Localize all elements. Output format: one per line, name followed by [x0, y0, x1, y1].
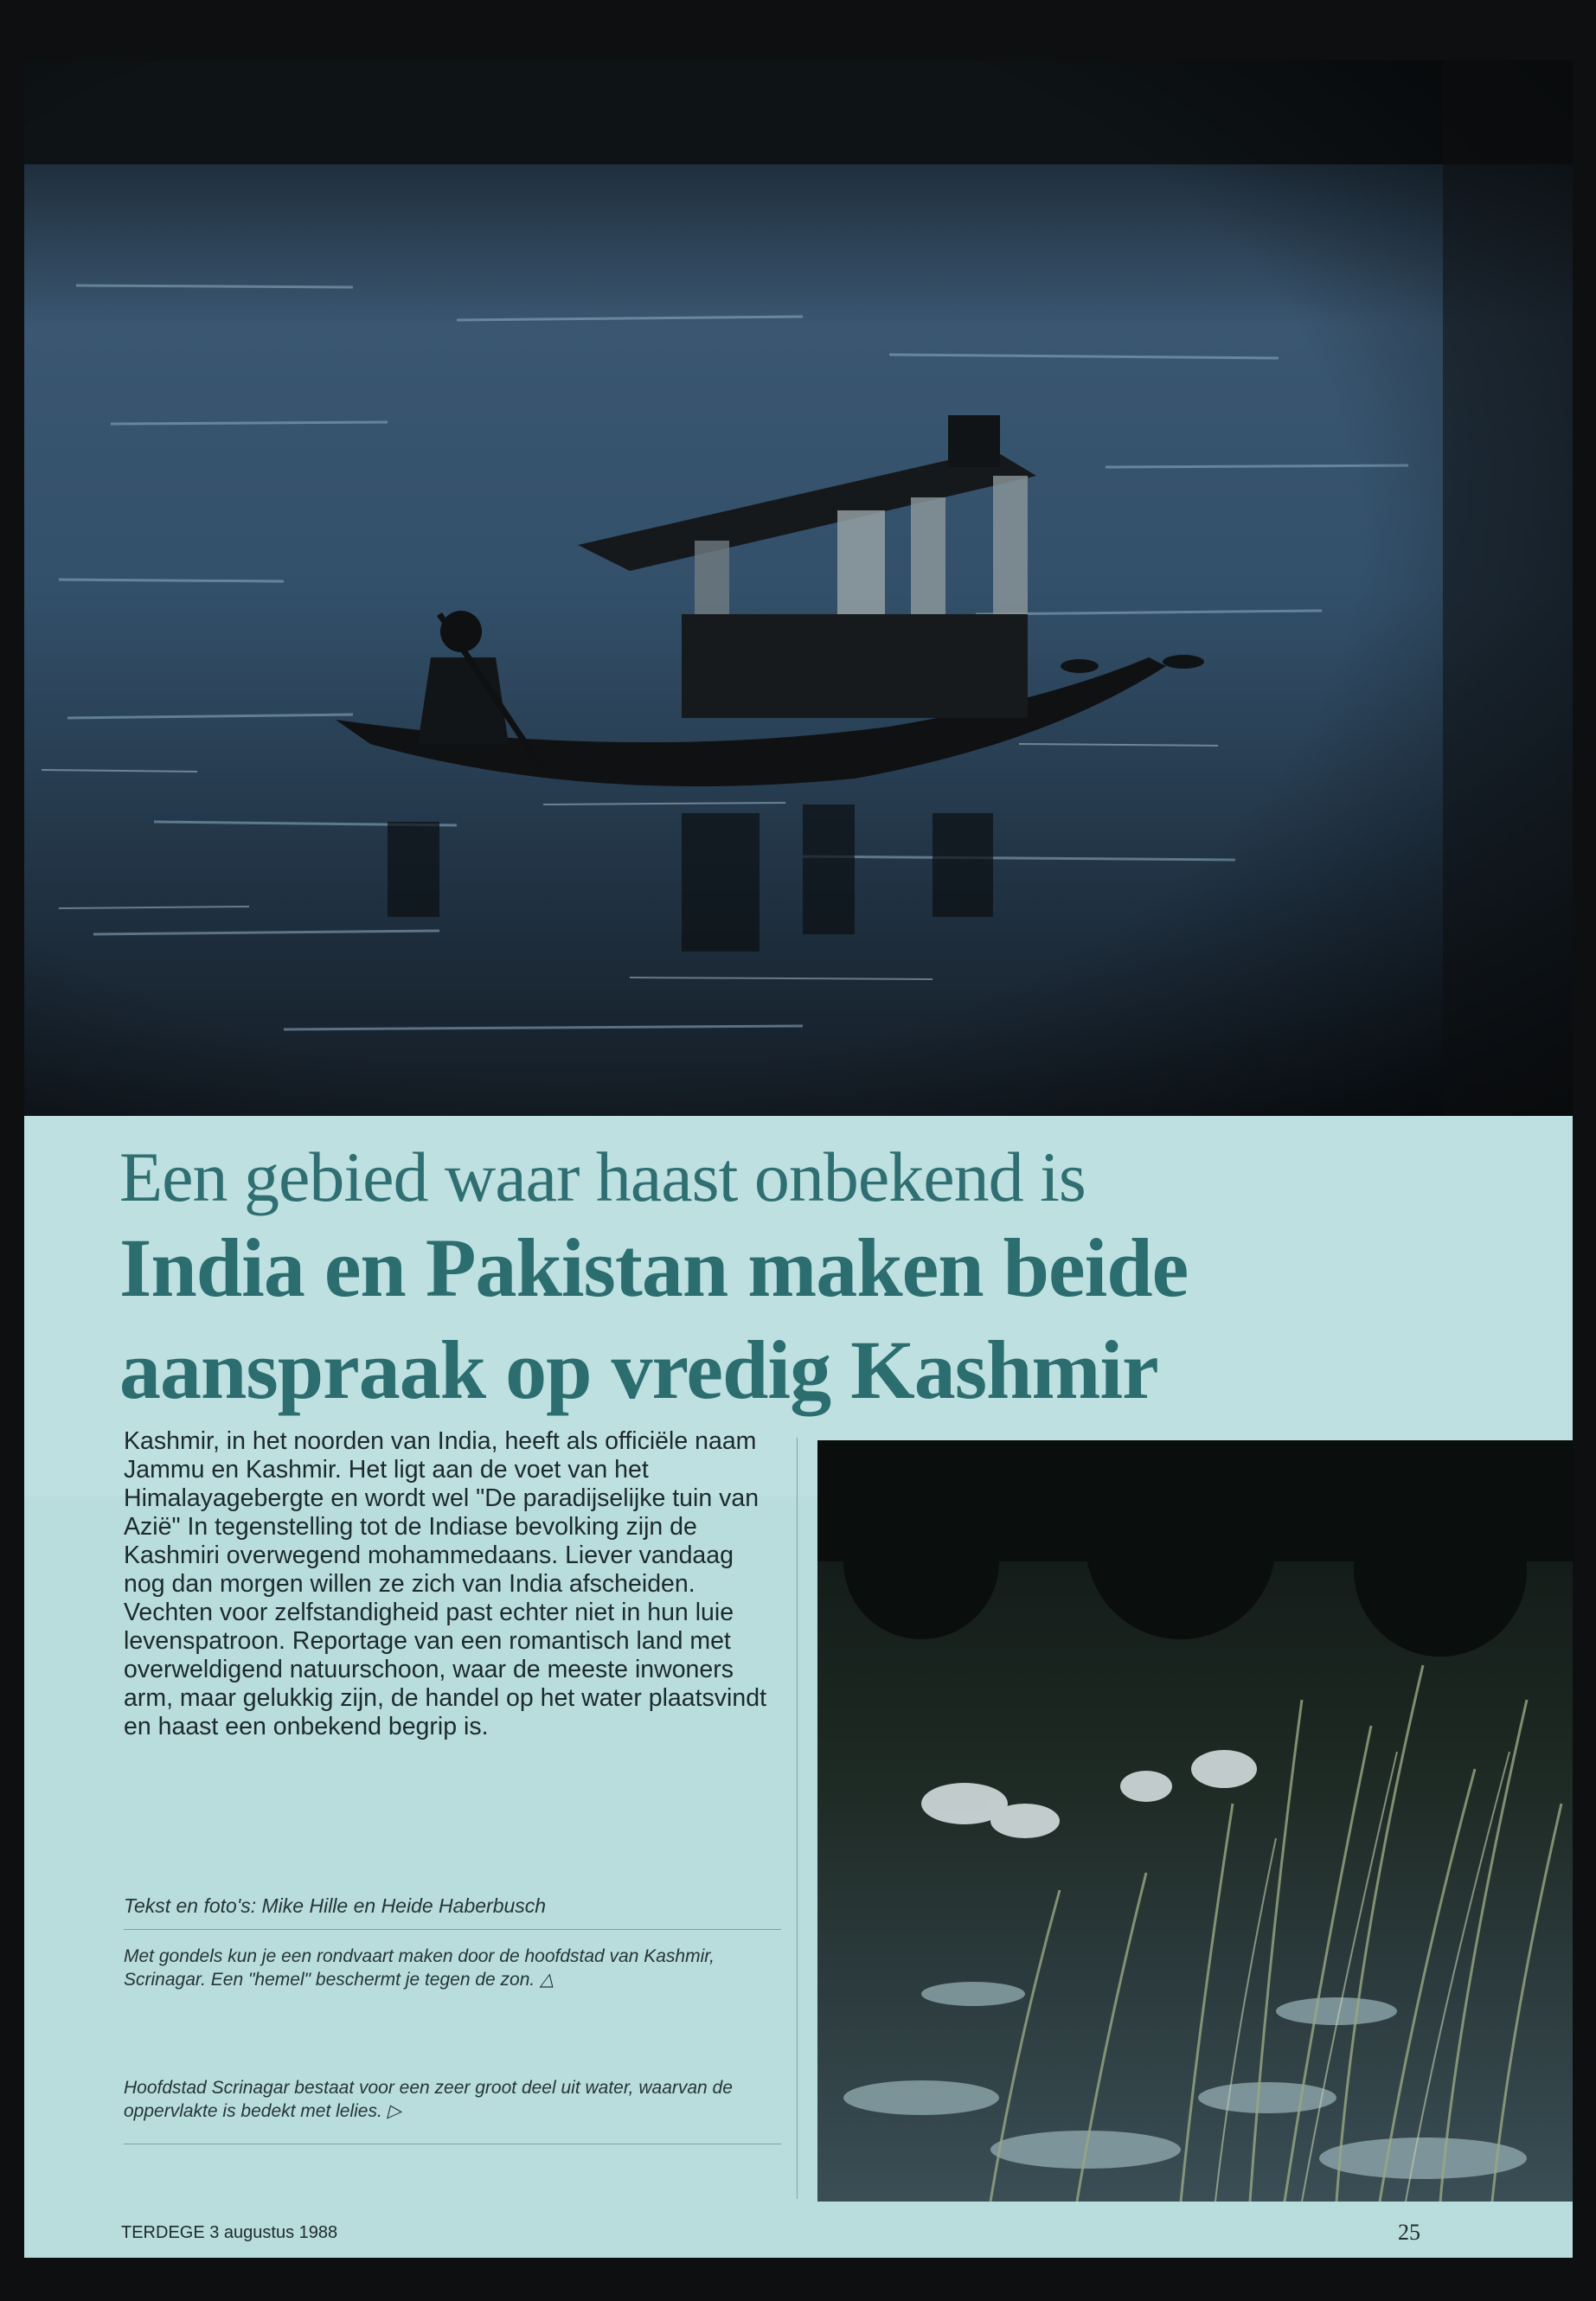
lower-photo-water-lilies: [817, 1440, 1573, 2202]
caption-right-photo: [124, 2076, 781, 2123]
top-photo-gondola: [24, 61, 1573, 1116]
column-divider: [797, 1438, 798, 2199]
headline-title-line1: India en Pakistan maken beide: [119, 1221, 1189, 1314]
divider-rule: [124, 1929, 781, 1930]
footer-publication: TERDEGE 3 augustus 1988: [121, 2223, 338, 2242]
arrow-right-icon: ▷: [387, 2101, 401, 2121]
arrow-up-icon: △: [540, 1970, 554, 1990]
caption-top-text: Met gondels kun je een rondvaart maken door de hoofdstad van Kashmir, Scrinagar. Een "hemel" beschermt je tegen de zon.: [124, 1946, 715, 1990]
headline-title-line2: aanspraak op vredig Kashmir: [119, 1324, 1158, 1416]
water-lilies-illustration: [817, 1440, 1573, 2202]
page-number: 25: [1398, 2220, 1420, 2245]
photo-credit: Tekst en foto's: Mike Hille en Heide Haberbusch: [124, 1894, 547, 1917]
caption-top-photo: [124, 1945, 781, 1991]
intro-paragraph: Kashmir, in het noorden van India, heeft als officiële naam Jammu en Kashmir. Het ligt aan de voet van het Himalayagebergte en wordt wel "De paradijselijke tuin van Azië" In tegenstelling tot de Indiase bevolking zijn de Kashmiri overwegend mohammedaans. Liever vandaag nog dan morgen willen ze zich van India afscheiden. Vechten voor zelfstandigheid past echter niet in hun luie levenspatroon. Reportage van een romantisch land met overweldigend natuurschoon, waar de meeste inwoners arm, maar gelukkig zijn, de handel op het water plaatsvindt en haast een onbekend begrip is.: [124, 1427, 766, 1740]
gondola-illustration: [24, 61, 1573, 1116]
headline-kicker: Een gebied waar haast onbekend is: [119, 1138, 1086, 1216]
magazine-page: [24, 61, 1573, 2258]
caption-right-text: Hoofdstad Scrinagar bestaat voor een zeer groot deel uit water, waarvan de oppervlakte is bedekt met lelies.: [124, 2078, 733, 2121]
